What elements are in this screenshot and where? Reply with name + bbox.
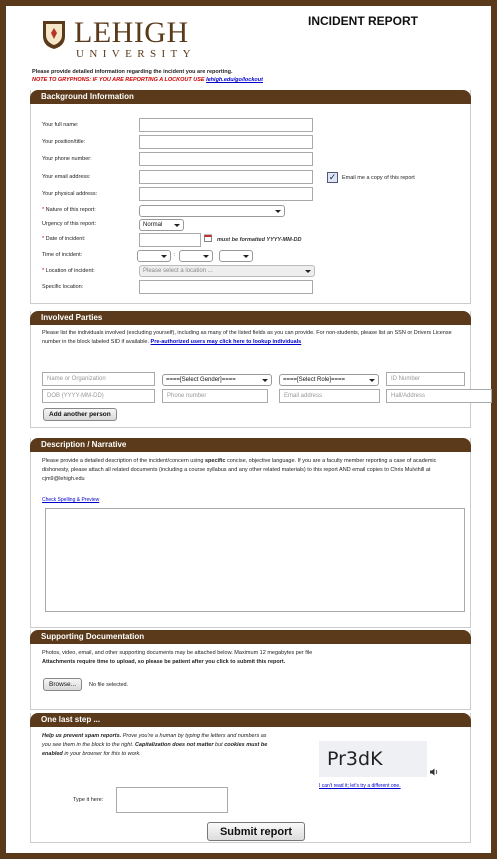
email-input[interactable]: [139, 170, 313, 184]
email-copy-checkbox[interactable]: ✓: [328, 172, 337, 182]
parties-instructions: [42, 329, 462, 347]
gryphon-note: [32, 77, 263, 83]
parties-heading: Involved Parties: [30, 311, 471, 325]
logo-word-lehigh: LEHIGH: [74, 16, 189, 49]
intro-text: Please provide detailed information regarding the incident you are reporting.: [32, 69, 233, 75]
description-panel: [30, 438, 471, 628]
chevron-down-icon: [203, 255, 209, 258]
spell-check-link[interactable]: Check Spelling & Preview: [42, 497, 100, 503]
gender-value: ====[Select Gender]====: [166, 377, 236, 383]
captcha-type-label: Type it here:: [73, 797, 104, 803]
description-text-bold: specific: [204, 458, 226, 464]
required-mark: *: [42, 236, 46, 242]
address-input[interactable]: [139, 187, 313, 201]
description-text-a: Please provide a detailed description of the incident/concern using: [42, 458, 205, 464]
chevron-down-icon: [369, 379, 375, 382]
role-select[interactable]: [279, 374, 379, 386]
person-email-placeholder: Email address: [284, 393, 323, 399]
background-panel: [30, 90, 471, 304]
documentation-line2: Attachments require time to upload, so please be patient after you click to submit this report.: [42, 659, 286, 665]
person-phone-input[interactable]: [162, 389, 268, 403]
speaker-icon[interactable]: [429, 767, 439, 777]
lehigh-logo: [32, 12, 242, 62]
required-mark: *: [42, 207, 46, 213]
hour-select[interactable]: [137, 250, 171, 262]
id-number-placeholder: ID Number: [391, 376, 421, 382]
dob-placeholder: DOB (YYYY-MM-DD): [47, 393, 104, 399]
urgency-select[interactable]: [139, 219, 184, 231]
location-placeholder: Please select a location ...: [143, 268, 213, 274]
date-label-text: Date of incident:: [45, 236, 86, 242]
full-name-label: Your full name:: [42, 122, 79, 128]
captcha-heading: One last step ...: [30, 713, 471, 727]
nature-label-text: Nature of this report:: [45, 207, 96, 213]
role-value: ====[Select Role]====: [283, 377, 346, 383]
person-name-placeholder: Name or Organization: [47, 376, 106, 382]
gryphon-note-text: NOTE TO GRYPHONS: IF YOU ARE REPORTING A LOCKOUT USE: [32, 77, 207, 83]
gender-select[interactable]: [162, 374, 272, 386]
hall-address-input[interactable]: [386, 389, 492, 403]
description-text-b: concise, objective language. If you are a faculty member reporting a case of academic dishonesty, please attach all related documents (including a course syllabus and any other related materials) to this report AND email copies to Chris Mulvihill at cjm9@lehigh.edu: [42, 458, 437, 482]
email-label: Your email address:: [42, 174, 91, 180]
captcha-help-text1: Prove you're a human by typing the letters and numbers as you see them in the block to the right.: [42, 733, 267, 748]
lookup-link[interactable]: Pre-authorized users may click here to lookup individuals: [150, 339, 302, 345]
urgency-label: Urgency of this report:: [42, 221, 97, 227]
parties-panel: [30, 311, 471, 428]
urgency-value: Normal: [143, 222, 163, 228]
submit-button[interactable]: Submit report: [207, 822, 305, 841]
location-label-text: Location of incident:: [45, 268, 95, 274]
nature-select[interactable]: [139, 205, 285, 217]
required-mark: *: [42, 268, 46, 274]
full-name-input[interactable]: [139, 118, 313, 132]
date-label: [42, 236, 85, 242]
documentation-heading: Supporting Documentation: [30, 630, 471, 644]
location-label: [42, 268, 95, 274]
location-select[interactable]: [139, 265, 315, 277]
person-name-input[interactable]: [42, 372, 155, 386]
time-label: Time of incident:: [42, 252, 83, 258]
captcha-help-bold2: Capitalization does not matter: [134, 742, 214, 748]
parties-instructions-text: Please list the individuals involved (excluding yourself), including as many of the listed fields as you can provide. For non-students, please list an SSN or Drivers License number in the block labeled SID if available.: [42, 330, 452, 345]
hall-address-placeholder: Hall/Address: [391, 393, 426, 399]
captcha-panel: [30, 713, 471, 843]
lockout-link[interactable]: lehigh.edu/go/lockout: [206, 77, 263, 83]
captcha-image: Pr3dK: [319, 741, 427, 777]
person-email-input[interactable]: [279, 389, 380, 403]
address-label: Your physical address:: [42, 191, 98, 197]
phone-label: Your phone number:: [42, 156, 92, 162]
nature-label: [42, 207, 96, 213]
calendar-icon[interactable]: [204, 234, 212, 242]
captcha-help-bold1: Help us prevent spam reports.: [42, 733, 122, 739]
captcha-help-bold3: cookies must be enabled: [42, 742, 268, 757]
chevron-down-icon: [174, 224, 180, 227]
captcha-refresh-link[interactable]: I can't read it; let's try a different one.: [319, 783, 401, 789]
chevron-down-icon: [305, 270, 311, 273]
documentation-panel: [30, 630, 471, 710]
date-input[interactable]: [139, 233, 201, 247]
chevron-down-icon: [161, 255, 167, 258]
captcha-help: [42, 732, 276, 759]
chevron-down-icon: [275, 210, 281, 213]
email-copy-label: Email me a copy of this report: [342, 175, 415, 181]
time-separator: :: [174, 252, 176, 258]
description-instructions: [42, 457, 462, 484]
file-status: No file selected.: [89, 682, 129, 688]
chevron-down-icon: [243, 255, 249, 258]
description-heading: Description / Narrative: [30, 438, 471, 452]
id-number-input[interactable]: [386, 372, 465, 386]
narrative-textarea[interactable]: [45, 508, 465, 612]
chevron-down-icon: [262, 379, 268, 382]
lehigh-shield-icon: [42, 20, 66, 50]
page: [6, 6, 491, 853]
position-label: Your position/title:: [42, 139, 86, 145]
logo-word-university: UNIVERSITY: [76, 48, 196, 60]
specific-location-input[interactable]: [139, 280, 313, 294]
dob-input[interactable]: [42, 389, 155, 403]
date-format-note: must be formatted YYYY-MM-DD: [217, 237, 302, 243]
minute-select[interactable]: [179, 250, 213, 262]
captcha-help-text3: in your browser for this to work.: [62, 751, 141, 757]
position-input[interactable]: [139, 135, 313, 149]
captcha-help-text2: but: [213, 742, 225, 748]
add-person-button[interactable]: Add another person: [43, 408, 117, 421]
documentation-line1: Photos, video, email, and other supporting documents may be attached below. Maximum 12 megabytes per file: [42, 650, 313, 656]
person-phone-placeholder: Phone number: [167, 393, 207, 399]
phone-input[interactable]: [139, 152, 313, 166]
captcha-input[interactable]: [116, 787, 228, 813]
background-heading: Background Information: [30, 90, 471, 104]
page-title: INCIDENT REPORT: [308, 14, 419, 28]
ampm-select[interactable]: [219, 250, 253, 262]
browse-button[interactable]: Browse...: [43, 678, 82, 691]
specific-location-label: Specific location:: [42, 284, 84, 290]
